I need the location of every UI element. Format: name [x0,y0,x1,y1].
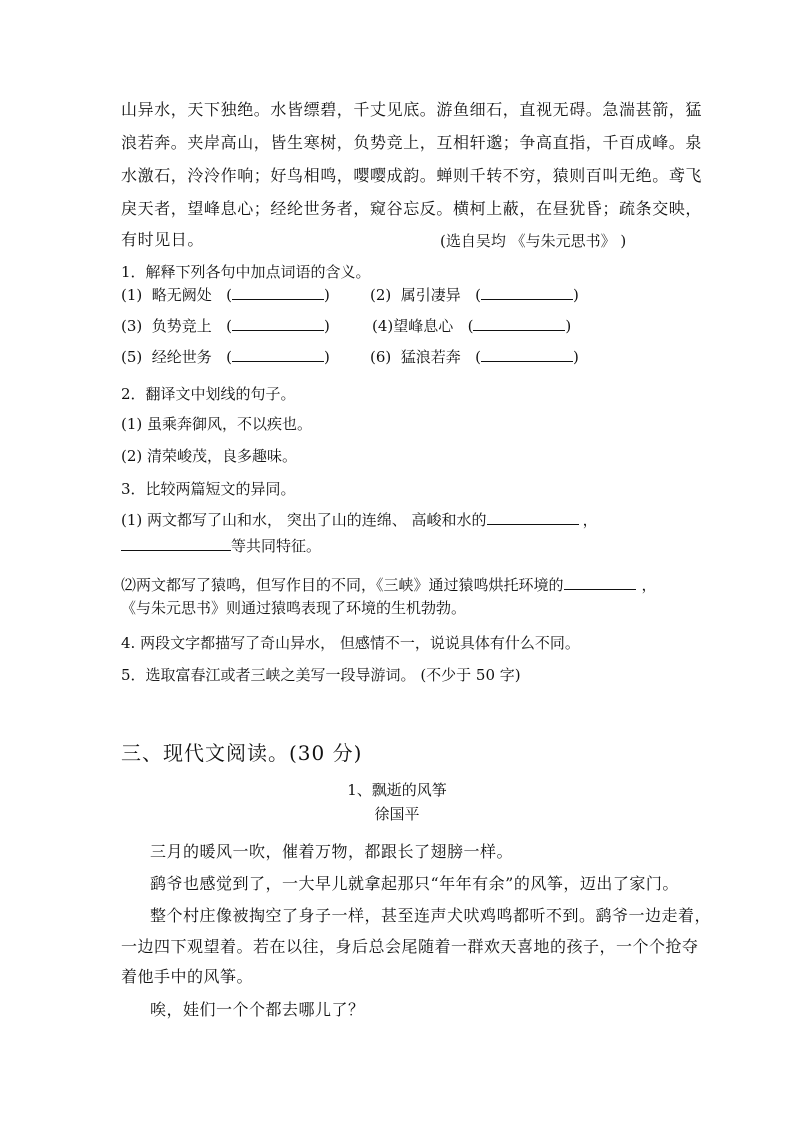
q3-item-2-blank[interactable] [564,575,636,590]
q3-title: 3．比较两篇短文的异同。 [121,480,296,498]
q1-item-2-word: 属引凄异 [400,286,461,304]
q5: 5．选取富春江或者三峡之美写一段导游词。 (不少于 50 字) [121,666,521,684]
passage-source: (选自吴均 《与朱元思书》 ) [440,232,627,250]
story-paragraph-3-line-3: 着他手中的风筝。 [121,967,254,986]
q1-item-1-word: 略无阙处 [151,286,212,304]
q1-item-6-word: 猛浪若奔 [400,348,461,366]
q4: 4. 两段文字都描写了奇山异水， 但感情不一，说说具体有什么不同。 [121,634,580,652]
q3-item-1: (1) 两文都写了山和水， 突出了山的连绵、 高峻和水的 ， [121,511,598,529]
q1-item-6: (6) 猛浪若奔 ( ) [370,348,579,366]
q1-item-4: (4)望峰息心 ( ) [372,317,572,335]
q1-item-4-blank[interactable] [473,316,565,331]
story-paragraph-4: 唉，娃们一个个都去哪儿了？ [150,1000,365,1019]
q3-item-2-cont: 《与朱元思书》则通过猿鸣表现了环境的生机勃勃。 [121,599,467,617]
q1-item-4-word: 望峰息心 [393,317,454,335]
passage-line-2: 浪若奔。夹岸高山，皆生寒树，负势竞上，互相轩邈；争高直指，千百成峰。泉 [121,133,703,152]
q1-item-3-blank[interactable] [232,316,324,331]
q1-item-5-word: 经纶世务 [151,348,212,366]
q1-item-2: (2) 属引凄异 ( ) [370,286,579,304]
q3-item-2: ⑵两文都写了猿鸣，但写作目的不同，《三峡》通过猿鸣烘托环境的 ， [121,576,657,594]
q1-title: 1．解释下列各句中加点词语的含义。 [121,263,371,281]
story-paragraph-2: 鹞爷也感觉到了，一大早儿就拿起那只“年年有余”的风筝，迈出了家门。 [150,874,679,893]
q1-item-1: (1) 略无阙处 ( ) [121,286,330,304]
q3-item-1-blank-2[interactable] [121,536,231,551]
story-paragraph-3: 整个村庄像被掏空了身子一样，甚至连声犬吠鸡鸣都听不到。鹞爷一边走着， [150,906,712,925]
q1-item-5-blank[interactable] [232,347,324,362]
passage-line-4: 戾天者，望峰息心；经纶世务者，窥谷忘反。横柯上蔽，在昼犹昏；疏条交映， [121,199,703,218]
passage-line-1: 山异水，天下独绝。水皆缥碧，千丈见底。游鱼细石，直视无碍。急湍甚箭，猛 [121,100,703,119]
passage-line-3: 水激石，泠泠作响；好鸟相鸣，嘤嘤成韵。蝉则千转不穷，猿则百叫无绝。鸢飞 [121,166,703,185]
q2-item-1: (1) 虽乘奔御风，不以疾也。 [121,415,313,433]
q1-item-3-word: 负势竞上 [151,317,212,335]
q1-item-2-blank[interactable] [481,285,573,300]
q3-item-1-cont: 等共同特征。 [121,536,321,556]
section3-title: 三、现代文阅读。(30 分) [121,741,363,765]
story-title: 1、飘逝的风筝 [347,781,447,799]
story-author: 徐国平 [374,805,420,823]
q2-item-2: (2) 清荣峻茂，良多趣味。 [121,447,298,465]
q3-item-1-blank-1[interactable] [487,510,579,525]
q1-item-6-blank[interactable] [481,347,573,362]
story-paragraph-1: 三月的暖风一吹，催着万物，都跟长了翅膀一样。 [150,842,514,861]
q1-item-3: (3) 负势竞上 ( ) [121,317,330,335]
q2-title: 2．翻译文中划线的句子。 [121,385,296,403]
story-paragraph-3-line-2: 一边四下观望着。若在以往，身后总会尾随着一群欢天喜地的孩子，一个个抢夺 [121,937,699,956]
q1-item-5: (5) 经纶世务 ( ) [121,348,330,366]
passage-line-5: 有时见日。 [121,230,205,249]
q1-item-1-blank[interactable] [232,285,324,300]
